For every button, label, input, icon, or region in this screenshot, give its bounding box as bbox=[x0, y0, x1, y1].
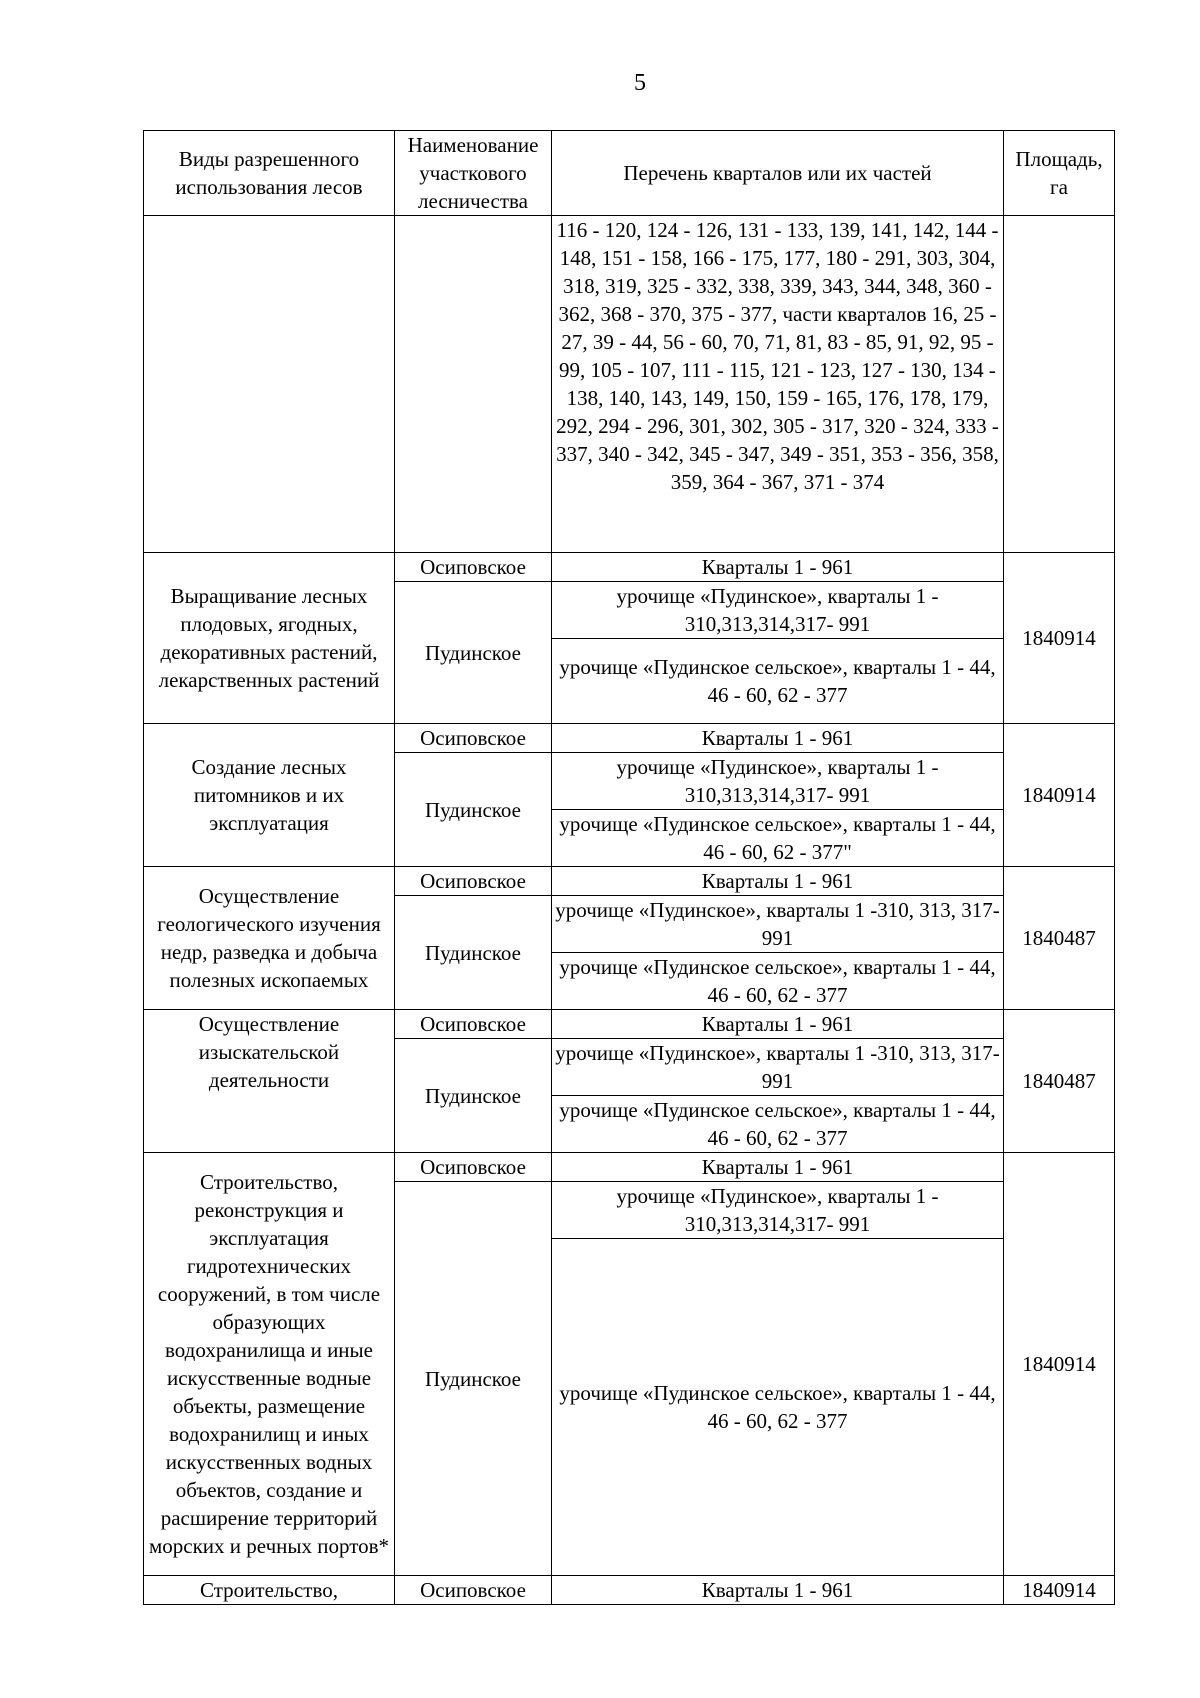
area-cell: 1840914 bbox=[1004, 724, 1115, 867]
area-cell: 1840487 bbox=[1004, 867, 1115, 1010]
area-cell: 1840914 bbox=[1004, 1576, 1115, 1605]
table-header-row bbox=[144, 131, 1115, 216]
use-type-cell: Строительство, bbox=[144, 1576, 395, 1605]
table-row bbox=[144, 553, 1115, 582]
continuation-quarters-cell: 116 - 120, 124 - 126, 131 - 133, 139, 141, 142, 144 - 148, 151 - 158, 166 - 175, 177, 180 - 291, 303, 304, 318, 319, 325 - 332, 338, 339, 343, 344, 348, 360 - 362, 368 - 370, 375 - 377, части кварталов 16, 25 - 27, 39 - 44, 56 - 60, 70, 71, 81, 83 - 85, 91, 92, 95 - 99, 105 - 107, 111 - 115, 121 - 123, 127 - 130, 134 - 138, 140, 143, 149, 150, 159 - 165, 176, 178, 179, 292, 294 - 296, 301, 302, 305 - 317, 320 - 324, 333 - 337, 340 - 342, 345 - 347, 349 - 351, 353 - 356, 358, 359, 364 - 367, 371 - 374 bbox=[552, 216, 1004, 553]
quarters-cell: урочище «Пудинское», кварталы 1 - 310,313,314,317- 991 bbox=[552, 582, 1004, 639]
table-row bbox=[144, 867, 1115, 896]
quarters-cell: урочище «Пудинское сельское», кварталы 1 - 44, 46 - 60, 62 - 377 bbox=[552, 1239, 1004, 1576]
area-cell: 1840914 bbox=[1004, 1153, 1115, 1576]
area-cell: 1840914 bbox=[1004, 553, 1115, 724]
quarters-cell: урочище «Пудинское», кварталы 1 - 310,313,314,317- 991 bbox=[552, 753, 1004, 810]
forestry-cell: Пудинское bbox=[395, 1039, 552, 1153]
quarters-cell: урочище «Пудинское», кварталы 1 - 310,313,314,317- 991 bbox=[552, 1182, 1004, 1239]
use-type-cell: Выращивание лесных плодовых, ягодных, декоративных растений, лекарственных растений bbox=[144, 553, 395, 724]
use-type-cell: Строительство, реконструкция и эксплуатация гидротехнических сооружений, в том числе образующих водохранилища и иные искусственные водные объекты, размещение водохранилищ и иных искусственных водных объектов, создание и расширение территорий морских и речных портов* bbox=[144, 1153, 395, 1576]
forestry-cell: Осиповское bbox=[395, 1010, 552, 1039]
quarters-cell: урочище «Пудинское», кварталы 1 -310, 313, 317- 991 bbox=[552, 1039, 1004, 1096]
use-type-cell: Создание лесных питомников и их эксплуатация bbox=[144, 724, 395, 867]
quarters-cell: урочище «Пудинское сельское», кварталы 1 - 44, 46 - 60, 62 - 377 bbox=[552, 639, 1004, 724]
page-number: 5 bbox=[634, 70, 646, 96]
area-cell: 1840487 bbox=[1004, 1010, 1115, 1153]
quarters-cell: урочище «Пудинское сельское», кварталы 1 - 44, 46 - 60, 62 - 377" bbox=[552, 810, 1004, 867]
quarters-cell: Кварталы 1 - 961 bbox=[552, 1576, 1004, 1605]
header-use-type: Виды разрешенного использования лесов bbox=[144, 131, 395, 216]
quarters-cell: Кварталы 1 - 961 bbox=[552, 553, 1004, 582]
forestry-cell: Осиповское bbox=[395, 867, 552, 896]
forestry-cell: Осиповское bbox=[395, 1576, 552, 1605]
forestry-cell: Осиповское bbox=[395, 724, 552, 753]
forestry-cell: Пудинское bbox=[395, 753, 552, 867]
quarters-cell: Кварталы 1 - 961 bbox=[552, 1010, 1004, 1039]
continuation-area-cell bbox=[1004, 216, 1115, 553]
forestry-cell: Пудинское bbox=[395, 1182, 552, 1576]
quarters-cell: урочище «Пудинское сельское», кварталы 1 - 44, 46 - 60, 62 - 377 bbox=[552, 953, 1004, 1010]
table-row bbox=[144, 724, 1115, 753]
header-forestry: Наименование участкового лесничества bbox=[395, 131, 552, 216]
header-area: Площадь, га bbox=[1004, 131, 1115, 216]
quarters-cell: Кварталы 1 - 961 bbox=[552, 867, 1004, 896]
forestry-cell: Осиповское bbox=[395, 1153, 552, 1182]
forestry-cell: Пудинское bbox=[395, 896, 552, 1010]
continuation-use-type-cell bbox=[144, 216, 395, 553]
continuation-forestry-cell bbox=[395, 216, 552, 553]
quarters-cell: Кварталы 1 - 961 bbox=[552, 724, 1004, 753]
forestry-cell: Осиповское bbox=[395, 553, 552, 582]
quarters-cell: Кварталы 1 - 961 bbox=[552, 1153, 1004, 1182]
table-row bbox=[144, 1010, 1115, 1039]
forest-use-table bbox=[143, 130, 1115, 1605]
table-row bbox=[144, 1153, 1115, 1182]
table-row bbox=[144, 1576, 1115, 1605]
quarters-cell: урочище «Пудинское», кварталы 1 -310, 313, 317- 991 bbox=[552, 896, 1004, 953]
continuation-row bbox=[144, 216, 1115, 553]
quarters-cell: урочище «Пудинское сельское», кварталы 1 - 44, 46 - 60, 62 - 377 bbox=[552, 1096, 1004, 1153]
use-type-cell: Осуществление изыскательской деятельности bbox=[144, 1010, 395, 1153]
header-quarters: Перечень кварталов или их частей bbox=[552, 131, 1004, 216]
use-type-cell: Осуществление геологического изучения недр, разведка и добыча полезных ископаемых bbox=[144, 867, 395, 1010]
forestry-cell: Пудинское bbox=[395, 582, 552, 724]
